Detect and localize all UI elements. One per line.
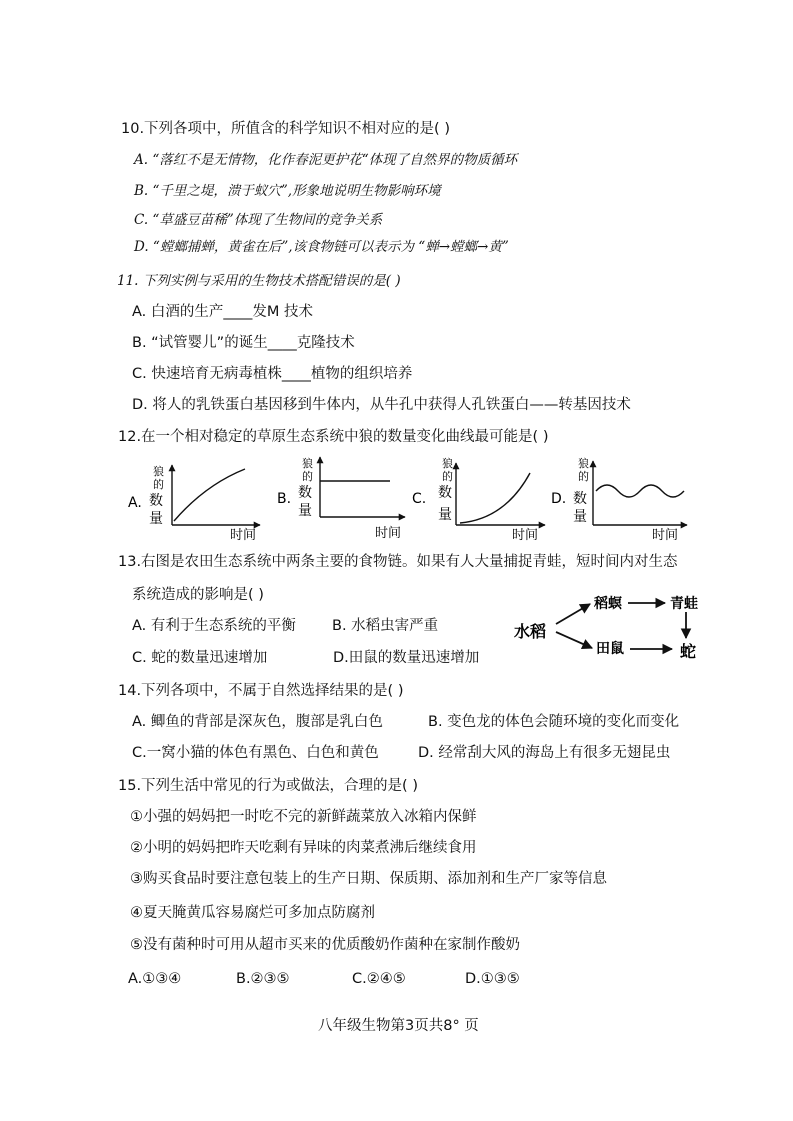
- graph-c-ylabel-3: 数: [438, 485, 452, 501]
- q11-option-b: B. “试管婴儿”的诞生____克隆技术: [132, 335, 355, 351]
- graph-a-ylabel-1: 狼: [153, 465, 164, 478]
- q13-option-d: D.田鼠的数量迅速增加: [333, 650, 480, 666]
- q14-option-c: C.一窝小猫的体色有黑色、白色和黄色: [132, 745, 379, 761]
- q15-item-5: ⑤没有菌种时可用从超市买来的优质酸奶作菌种在家制作酸奶: [130, 937, 520, 953]
- graph-b: [277, 456, 405, 541]
- graph-c: [412, 456, 545, 543]
- graph-c-xlabel: 时间: [512, 528, 539, 543]
- q11-option-d: D. 将人的乳铁蛋白基因移到牛体内，从牛孔中获得人孔铁蛋白——转基因技术: [132, 397, 631, 413]
- web-vole: 田鼠: [596, 641, 624, 657]
- graph-d-ylabel-4: 量: [573, 509, 587, 525]
- page-footer: 八年级生物第3页共8° 页: [318, 1018, 479, 1034]
- q15-option-a: A.①③④: [128, 971, 182, 987]
- q15-option-d: D.①③⑤: [465, 971, 520, 987]
- q10-stem: 10.下列各项中，所值含的科学知识不相对应的是( ): [121, 121, 450, 137]
- graph-a: [128, 464, 260, 543]
- graph-d-ylabel-2: 的: [578, 470, 589, 483]
- graph-b-ylabel-1: 狼: [302, 457, 313, 470]
- graph-d-xlabel: 时间: [652, 528, 679, 543]
- q13-option-c: C. 蛇的数量迅速增加: [132, 650, 268, 666]
- graph-c-ylabel-1: 狼: [442, 457, 453, 470]
- graph-a-curve: [174, 469, 245, 521]
- q13-stem-line1: 13.右图是农田生态系统中两条主要的食物链。如果有人大量捕捉青蛙，短时间内对生态: [118, 554, 678, 570]
- q15-item-3: ③购买食品时要注意包装上的生产日期、保质期、添加剂和生产厂家等信息: [130, 871, 607, 887]
- graph-b-letter: B.: [277, 491, 292, 507]
- graph-b-ylabel-2: 的: [302, 470, 313, 483]
- graph-c-ylabel-4: 量: [438, 507, 452, 523]
- q15-item-1: ①小强的妈妈把一时吃不完的新鲜蔬菜放入冰箱内保鲜: [130, 809, 477, 825]
- q12-stem: 12.在一个相对稳定的草原生态系统中狼的数量变化曲线最可能是( ): [118, 429, 549, 445]
- arrow-rice-borer: [556, 604, 590, 624]
- q15-option-b: B.②③⑤: [236, 971, 290, 987]
- web-snake: 蛇: [680, 642, 697, 661]
- q11-option-a: A. 白酒的生产____发M 技术: [132, 304, 314, 320]
- graph-d-letter: D.: [551, 491, 567, 507]
- arrow-rice-vole: [556, 632, 592, 648]
- q13-option-b: B. 水稻虫害严重: [332, 618, 439, 634]
- q15-option-c: C.②④⑤: [352, 971, 406, 987]
- graph-c-ylabel-2: 的: [442, 470, 453, 483]
- web-rice: 水稻: [514, 622, 547, 641]
- graph-d: [551, 456, 687, 543]
- q15-item-4: ④夏天腌黄瓜容易腐烂可多加点防腐剂: [130, 905, 375, 921]
- graph-a-xlabel: 时间: [230, 528, 257, 543]
- graph-a-letter: A.: [128, 495, 142, 511]
- graph-b-ylabel-3: 数: [298, 485, 312, 501]
- q13-option-a: A. 有利于生态系统的平衡: [132, 618, 296, 634]
- graph-d-ylabel-1: 狼: [578, 457, 589, 470]
- q10-option-d: D. “螳螂捕蝉，黄雀在后”,该食物链可以表示为 “蝉→螳螂→黄”: [134, 239, 509, 255]
- q14-stem: 14.下列各项中，不属于自然选择结果的是( ): [118, 683, 404, 699]
- graph-d-curve: [596, 485, 684, 497]
- q13-food-web: [510, 592, 710, 667]
- graph-a-ylabel-3: 数: [149, 493, 163, 509]
- graph-b-xlabel: 时间: [375, 526, 402, 541]
- q14-option-a: A. 鲫鱼的背部是深灰色，腹部是乳白色: [132, 714, 383, 730]
- graph-a-ylabel-4: 量: [149, 511, 163, 527]
- graph-c-curve: [460, 473, 530, 523]
- q12-graphs: [120, 455, 700, 545]
- web-frog: 青蛙: [670, 596, 698, 612]
- q14-option-b: B. 变色龙的体色会随环境的变化而变化: [428, 714, 680, 730]
- graph-c-letter: C.: [412, 491, 427, 507]
- graph-a-ylabel-2: 的: [153, 478, 164, 491]
- q13-stem-line2: 系统造成的影响是( ): [132, 587, 264, 603]
- q10-option-b: B. “千里之堤，溃于蚁穴”,形象地说明生物影响环境: [134, 183, 441, 199]
- q11-option-c: C. 快速培育无病毒植株____植物的组织培养: [132, 366, 413, 382]
- graph-d-ylabel-3: 数: [573, 491, 587, 507]
- q14-option-d: D. 经常刮大风的海岛上有很多无翅昆虫: [418, 745, 671, 761]
- q10-option-a: A. “落红不是无情物，化作春泥更护花“体现了自然界的物质循环: [134, 152, 518, 168]
- q10-option-c: C. “草盛豆苗稀”体现了生物间的竞争关系: [134, 212, 383, 228]
- graph-b-ylabel-4: 量: [298, 503, 312, 519]
- q15-stem: 15.下列生活中常见的行为或做法，合理的是( ): [118, 778, 418, 794]
- web-borer: 稻螟: [594, 596, 622, 612]
- q11-stem: 11. 下列实例与采用的生物技术搭配错误的是( ): [117, 273, 401, 289]
- q15-item-2: ②小明的妈妈把昨天吃剩有异味的肉菜煮沸后继续食用: [130, 840, 477, 856]
